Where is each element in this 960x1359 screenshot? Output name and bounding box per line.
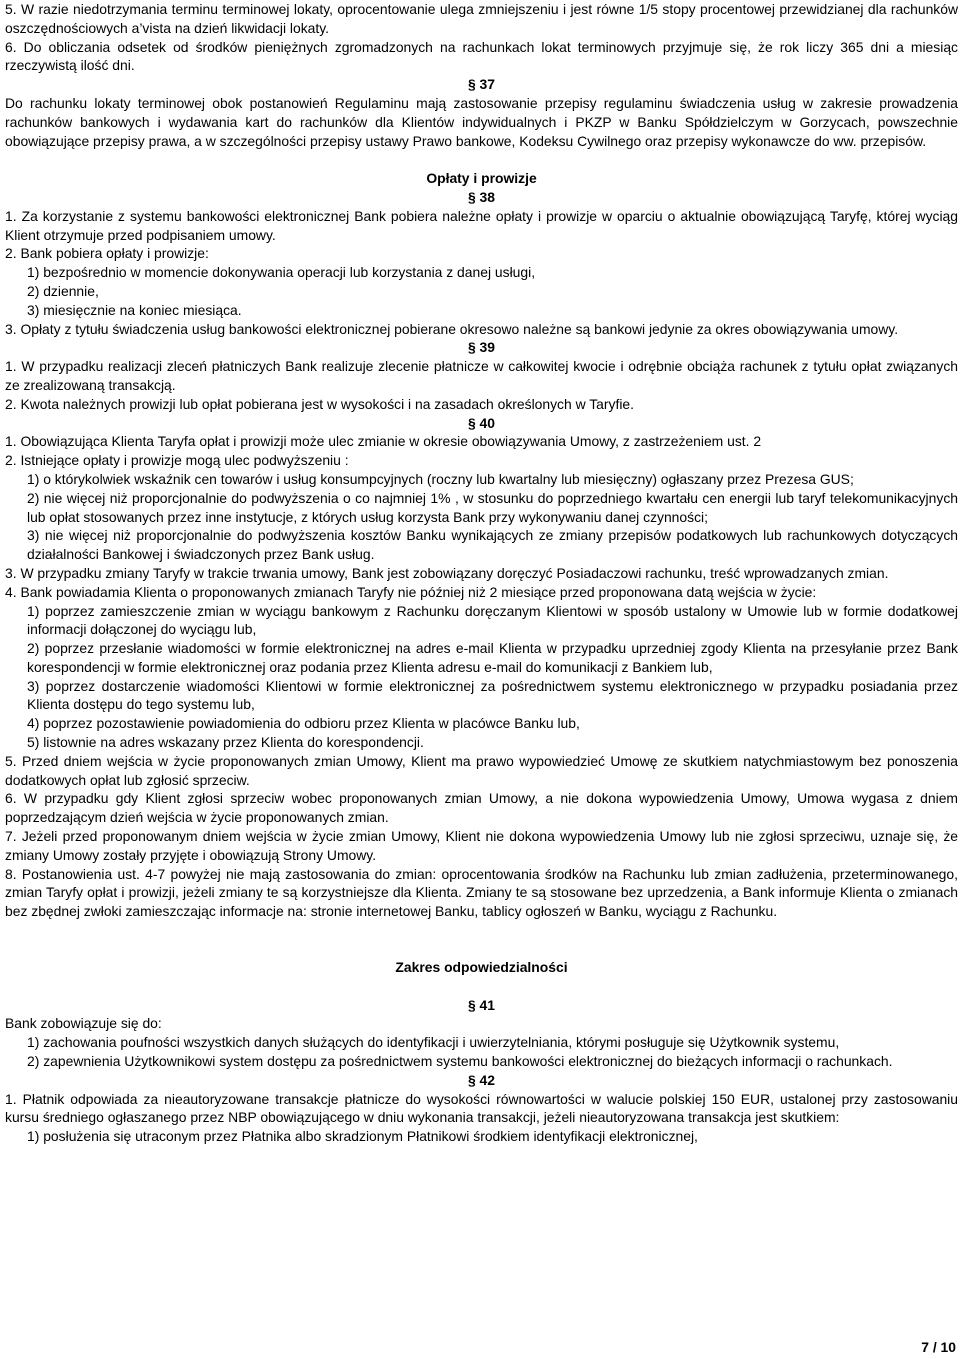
- document-body: [5, 0, 958, 1146]
- paragraph: 2. Kwota należnych prowizji lub opłat pobierana jest w wysokości i na zasadach określonych w Taryfie.: [5, 395, 634, 412]
- spacer: [5, 150, 958, 169]
- list-item: 1) o którykolwiek wskaźnik cen towarów i usług konsumpcyjnych (roczny lub kwartalny lub miesięczny) ogłaszany przez Prezesa GUS;: [27, 470, 854, 487]
- paragraph: 2. Istniejące opłaty i prowizje mogą ulec podwyższeniu :: [5, 452, 349, 469]
- paragraph: 6. Do obliczania odsetek od środków pieniężnych zgromadzonych na rachunkach lokat terminowych przyjmuje się, że rok liczy 365 dni a miesiąc rzeczywistą ilość dni.: [5, 38, 958, 74]
- list-item: 1) bezpośrednio w momencie dokonywania operacji lub korzystania z danej usługi,: [27, 264, 536, 281]
- list-item: 3) nie więcej niż proporcjonalnie do podwyższenia kosztów Banku wynikających ze zmiany przepisów podatkowych lub rachunkowych dotyczących działalności Bankowej i świadczonych przez Bank usług.: [27, 527, 958, 563]
- section-number: § 42: [467, 1071, 496, 1088]
- paragraph: 1. Obowiązująca Klienta Taryfa opłat i prowizji może ulec zmianie w okresie obowiązywania Umowy, z zastrzeżeniem ust. 2: [5, 433, 762, 450]
- list-item: 3) miesięcznie na koniec miesiąca.: [27, 301, 242, 318]
- list-item: 3) poprzez dostarczenie wiadomości Klientowi w formie elektronicznej za pośrednictwem systemu elektronicznego w przypadku posiadania przez Klienta dostępu do tego systemu lub,: [27, 677, 958, 713]
- spacer: [5, 921, 958, 958]
- paragraph: 1. Płatnik odpowiada za nieautoryzowane transakcje płatnicze do wysokości równowartości w walucie polskiej 150 EUR, ustalonej przy zastosowaniu kursu średniego ogłaszanego przez NBP obowiązującego w dniu wykonania transakcji, jeżeli nieautoryzowana transakcja jest skutkiem:: [5, 1090, 958, 1126]
- paragraph: 5. W razie niedotrzymania terminu terminowej lokaty, oprocentowanie ulega zmniejszeniu i jest równe 1/5 stopy procentowej przewidzianej dla rachunków oszczędnościowych a’vista na dzień likwidacji lokaty.: [5, 1, 958, 36]
- spacer: [5, 977, 958, 996]
- section-number: § 37: [467, 76, 496, 93]
- paragraph: 1. W przypadku realizacji zleceń płatniczych Bank realizuje zlecenie płatnicze w całkowitej kwocie i odrębnie obciąża rachunek z tytułu opłat związanych ze zrealizowaną transakcją.: [5, 358, 958, 393]
- paragraph: 4. Bank powiadamia Klienta o proponowanych zmianach Taryfy nie później niż 2 miesiące przed proponowana datą wejścia w życie:: [5, 583, 817, 600]
- paragraph: 3. Opłaty z tytułu świadczenia usług bankowości elektronicznej pobierane okresowo należne są bankowi jedynie za okres obowiązywania umowy.: [5, 320, 899, 337]
- paragraph: 2. Bank pobiera opłaty i prowizje:: [5, 245, 209, 262]
- paragraph: 8. Postanowienia ust. 4-7 powyżej nie mają zastosowania do zmian: oprocentowania środków na Rachunku lub zmian zadłużenia, przeterminowanego, zmian Taryfy opłat i prowizji, jeżeli zmiany te są korzystniejsze dla Klienta. Zmiany te są stosowane bez uprzedzenia, a Bank informuje Klienta o zmianach bez zbędnej zwłoki zamieszczając informacje na: stronie internetowej Banku, tablicy ogłoszeń w Banku, wyciągu z Rachunku.: [5, 865, 958, 920]
- page-number: 7 / 10: [921, 1339, 956, 1355]
- list-item: 4) poprzez pozostawienie powiadomienia do odbioru przez Klienta w placówce Banku lub,: [27, 715, 580, 732]
- list-item: 2) dziennie,: [27, 282, 99, 299]
- paragraph: Bank zobowiązuje się do:: [5, 1015, 162, 1032]
- paragraph: 3. W przypadku zmiany Taryfy w trakcie trwania umowy, Bank jest zobowiązany doręczyć Posiadaczowi rachunku, treść wprowadzanych zmian.: [5, 564, 889, 581]
- section-number: § 40: [467, 414, 496, 431]
- section-number: § 39: [467, 339, 496, 356]
- list-item: 2) zapewnienia Użytkownikowi system dostępu za pośrednictwem systemu bankowości elektronicznej do bieżących informacji o rachunkach.: [27, 1053, 893, 1070]
- paragraph: 6. W przypadku gdy Klient zgłosi sprzeciw wobec proponowanych zmian Umowy, a nie dokona wypowiedzenia Umowy, Umowa wygasa z dniem poprzedzającym dzień wejścia w życie proponowanych zmian.: [5, 790, 958, 826]
- list-item: 5) listownie na adres wskazany przez Klienta do korespondencji.: [27, 734, 424, 751]
- list-item: 1) posłużenia się utraconym przez Płatnika albo skradzionym Płatnikowi środkiem identyfikacji elektronicznej,: [27, 1128, 698, 1145]
- list-item: 2) poprzez przesłanie wiadomości w formie elektronicznej na adres e-mail Klienta w przypadku uprzedniej zgody Klienta na przesyłanie przez Bank korespondencji w formie elektronicznej oraz podania przez Klienta adresu e-mail do komunikacji z Bankiem lub,: [27, 640, 958, 675]
- section-heading: Zakres odpowiedzialności: [395, 959, 568, 976]
- paragraph: Do rachunku lokaty terminowej obok postanowień Regulaminu mają zastosowanie przepisy regulaminu świadczenia usług w zakresie prowadzenia rachunków bankowych i wydawania kart do rachunków dla Klientów indywidualnych i PKZP w Banku Spółdzielczym w Gorzycach, powszechnie obowiązujące przepisy prawa, a w szczególności przepisy ustawy Prawo bankowe, Kodeksu Cywilnego oraz przepisy wykonawcze do ww. przepisów.: [5, 94, 958, 149]
- paragraph: 7. Jeżeli przed proponowanym dniem wejścia w życie zmian Umowy, Klient nie dokona wypowiedzenia Umowy lub nie zgłosi sprzeciwu, uznaje się, że zmiany Umowy zostały przyjęte i obowiązują Strony Umowy.: [5, 828, 958, 863]
- list-item: 2) nie więcej niż proporcjonalnie do podwyższenia o co najmniej 1% , w stosunku do poprzedniego kwartału cen energii lub taryf telekomunikacyjnych lub opłat stosowanych przez inne instytucje, z których usług korzysta Bank przy wykonywaniu danej czynności;: [27, 489, 958, 525]
- section-number: § 41: [467, 996, 496, 1013]
- paragraph: 5. Przed dniem wejścia w życie proponowanych zmian Umowy, Klient ma prawo wypowiedzieć Umowę ze skutkiem natychmiastowym bez ponoszenia dodatkowych opłat lub zgłosić sprzeciw.: [5, 752, 958, 788]
- section-number: § 38: [467, 188, 496, 205]
- list-item: 1) zachowania poufności wszystkich danych służących do identyfikacji i uwierzytelniania, którymi posługuje się Użytkownik systemu,: [27, 1034, 840, 1051]
- section-heading: Opłaty i prowizje: [426, 170, 537, 187]
- paragraph: 1. Za korzystanie z systemu bankowości elektronicznej Bank pobiera należne opłaty i prowizje w oparciu o aktualnie obowiązującą Taryfę, której wyciąg Klient otrzymuje przed podpisaniem umowy.: [5, 207, 958, 243]
- list-item: 1) poprzez zamieszczenie zmian w wyciągu bankowym z Rachunku doręczanym Klientowi w sposób ustalony w Umowie lub w formie dodatkowej informacji dołączonej do wyciągu lub,: [27, 602, 958, 638]
